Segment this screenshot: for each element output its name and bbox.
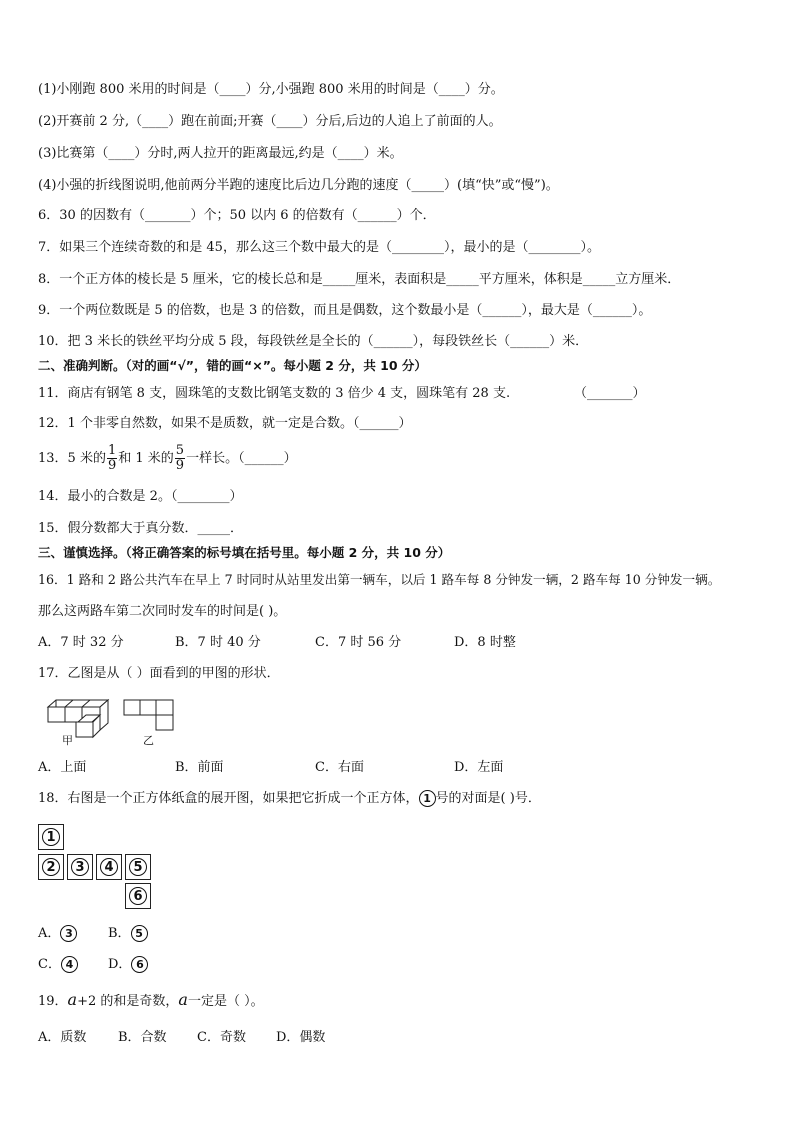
cube-front-2 — [65, 707, 82, 722]
question-19 — [38, 990, 264, 1012]
variable-a: a — [178, 990, 188, 1009]
circled-number-1: 1 — [419, 790, 436, 807]
question-17: 17．乙图是从（ ）面看到的甲图的形状． — [38, 666, 280, 681]
fraction-denominator: 9 — [175, 458, 185, 473]
question-18-suffix: 号的对面是( )号． — [435, 791, 541, 806]
question-10: 10．把 3 米长的铁丝平均分成 5 段，每段铁丝是全长的（______），每段铁丝长（______）米． — [38, 334, 589, 349]
net-face-6 — [125, 883, 151, 909]
net-face-1 — [38, 824, 64, 850]
net-number: 4 — [100, 858, 118, 876]
question-13 — [38, 442, 297, 476]
q18-option-c[interactable] — [38, 955, 78, 975]
question-12: 12．1 个非零自然数，如果不是质数，就一定是合数。（______） — [38, 416, 412, 431]
question-15: 15．假分数都大于真分数．_____． — [38, 521, 244, 536]
q16-option-c[interactable]: C．7 时 56 分 — [315, 635, 402, 650]
cube-front-1 — [48, 707, 65, 722]
q17-option-b[interactable]: B．前面 — [175, 760, 224, 775]
question-8: 8．一个正方体的棱长是 5 厘米，它的棱长总和是_____厘米，表面积是_____平方厘米，体积是_____立方厘米． — [38, 272, 681, 287]
net-number: 2 — [42, 858, 60, 876]
net-face-4 — [96, 854, 122, 880]
circled-number-5: 5 — [131, 925, 148, 942]
q19-option-c[interactable]: C．奇数 — [197, 1030, 246, 1045]
question-19-middle: +2 的和是奇数， — [77, 994, 179, 1009]
option-letter: C． — [38, 957, 61, 972]
q18-option-d[interactable] — [108, 955, 148, 975]
net-number: 1 — [42, 828, 60, 846]
net-face-3 — [67, 854, 93, 880]
sub-question-3: (3)比赛第（____）分时,两人拉开的距离最远,约是（____）米。 — [38, 146, 403, 161]
fraction-numerator: 5 — [175, 443, 185, 458]
lower-cube-front — [76, 722, 93, 737]
question-11: 11．商店有钢笔 8 支，圆珠笔的支数比钢笔支数的 3 倍少 4 支，圆珠笔有 28 支. — [38, 386, 511, 401]
question-9: 9．一个两位数既是 5 的倍数，也是 3 的倍数，而且是偶数，这个数最小是（______），最大是（______）。 — [38, 303, 652, 318]
question-16-line-1: 16．1 路和 2 路公共汽车在早上 7 时同时从站里发出第一辆车，以后 1 路车每 8 分钟发一辆，2 路车每 10 分钟发一辆。 — [38, 572, 721, 587]
view-yi — [124, 700, 173, 730]
cube-top-face — [48, 700, 108, 707]
fraction-numerator: 1 — [107, 443, 117, 458]
circled-number-4: 4 — [61, 956, 78, 973]
net-face-2 — [38, 854, 64, 880]
question-13-middle: 和 1 米的 — [118, 451, 174, 466]
figure-label-jia: 甲 — [62, 734, 73, 747]
q16-option-d[interactable]: D．8 时整 — [454, 635, 516, 650]
question-13-suffix: 一样长。（______） — [186, 451, 297, 466]
net-number: 5 — [129, 858, 147, 876]
sub-question-4: (4)小强的折线图说明,他前两分半跑的速度比后边几分跑的速度（_____）(填“快”或“慢”)。 — [38, 178, 559, 193]
q18-option-b[interactable] — [108, 924, 148, 944]
option-letter: D． — [108, 957, 132, 972]
q18-option-a[interactable] — [38, 924, 77, 944]
figure-label-yi: 乙 — [143, 734, 154, 747]
option-letter: B． — [108, 926, 131, 941]
question-18 — [38, 789, 541, 809]
variable-a: a — [67, 990, 78, 1009]
fraction-five-ninths — [175, 444, 185, 473]
sub-question-2: (2)开赛前 2 分,（____）跑在前面;开赛（____）分后,后边的人追上了前面的人。 — [38, 114, 502, 129]
question-6: 6．30 的因数有（_______）个；50 以内 6 的倍数有（______）个． — [38, 208, 436, 223]
q19-option-b[interactable]: B．合数 — [118, 1030, 167, 1045]
option-letter: A． — [38, 926, 61, 941]
q19-option-d[interactable]: D．偶数 — [276, 1030, 326, 1045]
circled-number-6: 6 — [131, 956, 148, 973]
circled-number-3: 3 — [60, 925, 77, 942]
sub-question-1: (1)小刚跑 800 米用的时间是（____）分,小强跑 800 米用的时间是（____）分。 — [38, 82, 504, 97]
q16-option-b[interactable]: B．7 时 40 分 — [175, 635, 261, 650]
question-18-prefix: 18．右图是一个正方体纸盒的展开图，如果把它折成一个正方体， — [38, 791, 419, 806]
net-number: 6 — [129, 887, 147, 905]
question-7: 7．如果三个连续奇数的和是 45，那么这三个数中最大的是（________），最小的是（________）。 — [38, 240, 600, 255]
question-19-prefix: 19． — [38, 994, 68, 1009]
q17-option-a[interactable]: A．上面 — [38, 760, 87, 775]
question-14: 14．最小的合数是 2。（________） — [38, 489, 243, 504]
question-11-answer-blank: （_______） — [574, 386, 646, 401]
question-13-prefix: 13．5 米的 — [38, 451, 106, 466]
question-19-suffix: 一定是（ ）。 — [187, 994, 264, 1009]
fraction-one-ninth — [107, 444, 117, 473]
section-2-heading: 二、准确判断。（对的画“√”，错的画“×”。每小题 2 分，共 10 分） — [38, 358, 427, 373]
section-3-heading: 三、谨慎选择。（将正确答案的标号填在括号里。每小题 2 分，共 10 分） — [38, 545, 451, 560]
q19-option-a[interactable]: A．质数 — [38, 1030, 87, 1045]
fraction-denominator: 9 — [107, 458, 117, 473]
net-face-5 — [125, 854, 151, 880]
q17-option-d[interactable]: D．左面 — [454, 760, 504, 775]
q16-option-a[interactable]: A．7 时 32 分 — [38, 635, 124, 650]
net-number: 3 — [71, 858, 89, 876]
question-16-line-2: 那么这两路车第二次同时发车的时间是( )。 — [38, 604, 287, 619]
q17-option-c[interactable]: C．右面 — [315, 760, 364, 775]
